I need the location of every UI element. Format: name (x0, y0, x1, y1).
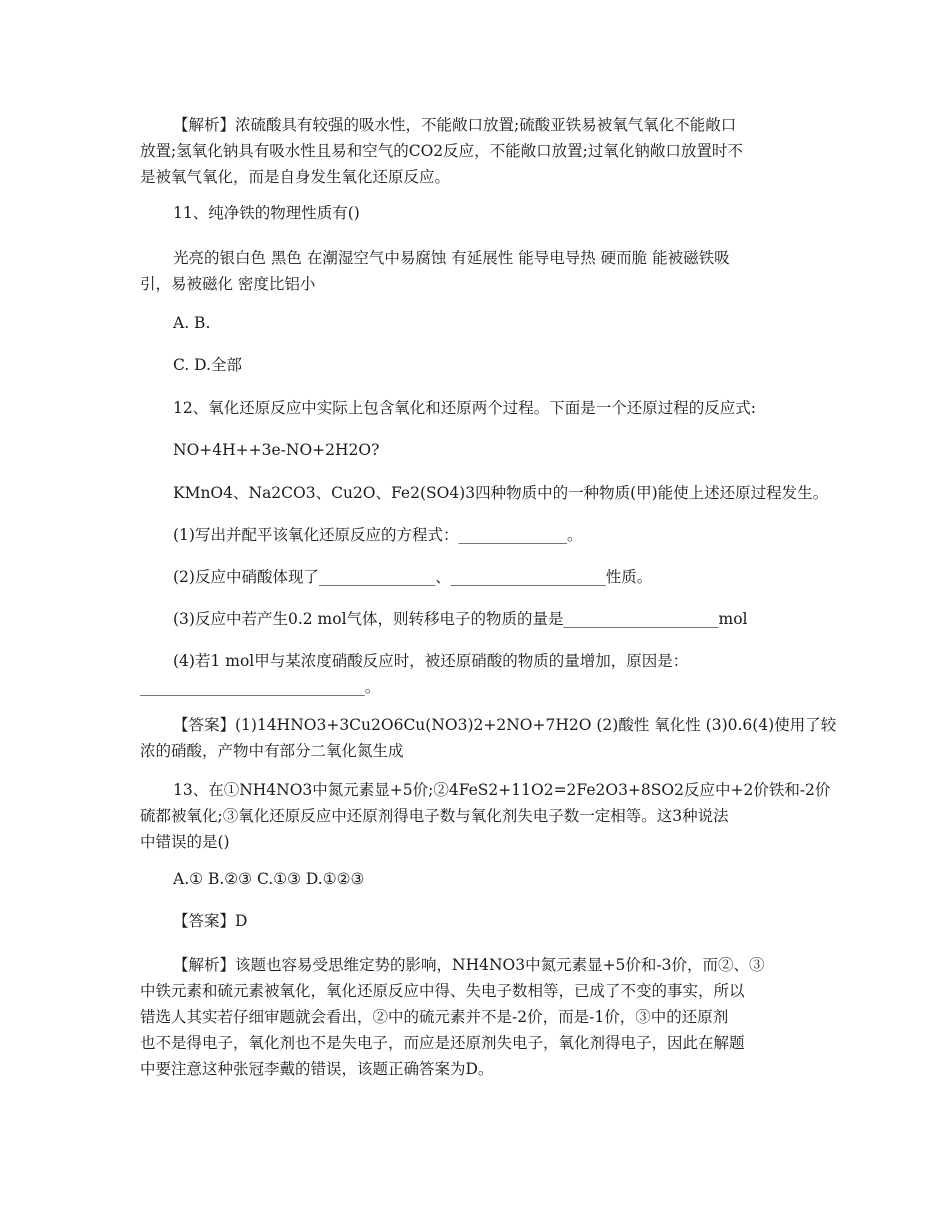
text-line: A. B. (173, 314, 211, 332)
text-line: 硫都被氧化;③氧化还原反应中还原剂得电子数与氧化剂失电子数一定相等。这3种说法 (140, 807, 729, 825)
question-12-part-1 (140, 522, 812, 548)
text-line: (1)写出并配平该氧化还原反应的方程式：______________。 (173, 526, 583, 544)
text-line: 浓的硝酸，产物中有部分二氧化氮生成 (140, 742, 404, 760)
text-line: NO+4H++3e-NO+2H2O? (173, 441, 380, 459)
text-line: (3)反应中若产生0.2 mol气体，则转移电子的物质的量是____________________mol (173, 610, 748, 628)
question-13-options (140, 866, 812, 892)
question-12-part-2 (140, 564, 812, 590)
text-line: 是被氧气氧化，而是自身发生氧化还原反应。 (140, 168, 451, 186)
question-13-stem (140, 777, 831, 855)
question-12-substances (140, 480, 829, 506)
question-11-options-cd (140, 352, 812, 378)
text-line: 12、氧化还原反应中实际上包含氧化和还原两个过程。下面是一个还原过程的反应式: (173, 399, 756, 417)
text-line: 【答案】(1)14HNO3+3Cu2O6Cu(NO3)2+2NO+7H2O (2)酸性 氧化性 (3)0.6(4)使用了较 (173, 716, 837, 734)
analysis-13 (140, 952, 812, 1082)
text-line: 引，易被磁化 密度比铝小 (140, 275, 316, 293)
question-12-part-3 (140, 606, 812, 632)
text-line: A.① B.②③ C.①③ D.①②③ (173, 870, 365, 888)
text-line: 【解析】该题也容易受思维定势的影响，NH4NO3中氮元素显+5价和-3价，而②、③ (173, 956, 765, 974)
text-line: 13、在①NH4NO3中氮元素显+5价;②4FeS2+11O2=2Fe2O3+8SO2反应中+2价铁和-2价 (173, 781, 831, 799)
text-line: (4)若1 mol甲与某浓度硝酸反应时，被还原硝酸的物质的量增加，原因是： (173, 652, 689, 670)
text-line: 中错误的是() (140, 833, 230, 851)
text-line: 【答案】D (173, 912, 248, 930)
text-line: 放置;氢氧化钠具有吸水性且易和空气的CO2反应，不能敞口放置;过氧化钠敞口放置时不 (140, 142, 743, 160)
text-line: 也不是得电子，氧化剂也不是失电子，而应是还原剂失电子，氧化剂得电子，因此在解题 (140, 1034, 745, 1052)
question-12-reaction (140, 437, 812, 463)
question-12-stem (140, 395, 812, 421)
text-line: 错选人其实若仔细审题就会看出，②中的硫元素并不是-2价，而是-1价，③中的还原剂 (140, 1008, 729, 1026)
question-12-part-4 (140, 648, 812, 700)
text-line: 中要注意这种张冠李戴的错误，该题正确答案为D。 (140, 1060, 494, 1078)
question-11-properties (140, 245, 812, 297)
text-line: KMnO4、Na2CO3、Cu2O、Fe2(SO4)3四种物质中的一种物质(甲)能使上述还原过程发生。 (173, 484, 829, 502)
answer-12 (140, 712, 837, 764)
text-line: 中铁元素和硫元素被氧化，氧化还原反应中得、失电子数相等，已成了不变的事实，所以 (140, 982, 745, 1000)
text-line: _____________________________。 (140, 678, 381, 696)
text-line: 光亮的银白色 黑色 在潮湿空气中易腐蚀 有延展性 能导电导热 硬而脆 能被磁铁吸 (173, 249, 730, 267)
text-line: 11、纯净铁的物理性质有() (173, 204, 360, 222)
text-line: (2)反应中硝酸体现了_______________、____________________性质。 (173, 568, 653, 586)
question-11-stem (140, 200, 812, 226)
answer-13 (140, 908, 812, 934)
analysis-paragraph-10 (140, 112, 812, 190)
question-11-options-ab (140, 310, 812, 336)
text-line: 【解析】浓硫酸具有较强的吸水性，不能敞口放置;硫酸亚铁易被氧气氧化不能敞口 (173, 116, 737, 134)
text-line: C. D.全部 (173, 356, 242, 374)
